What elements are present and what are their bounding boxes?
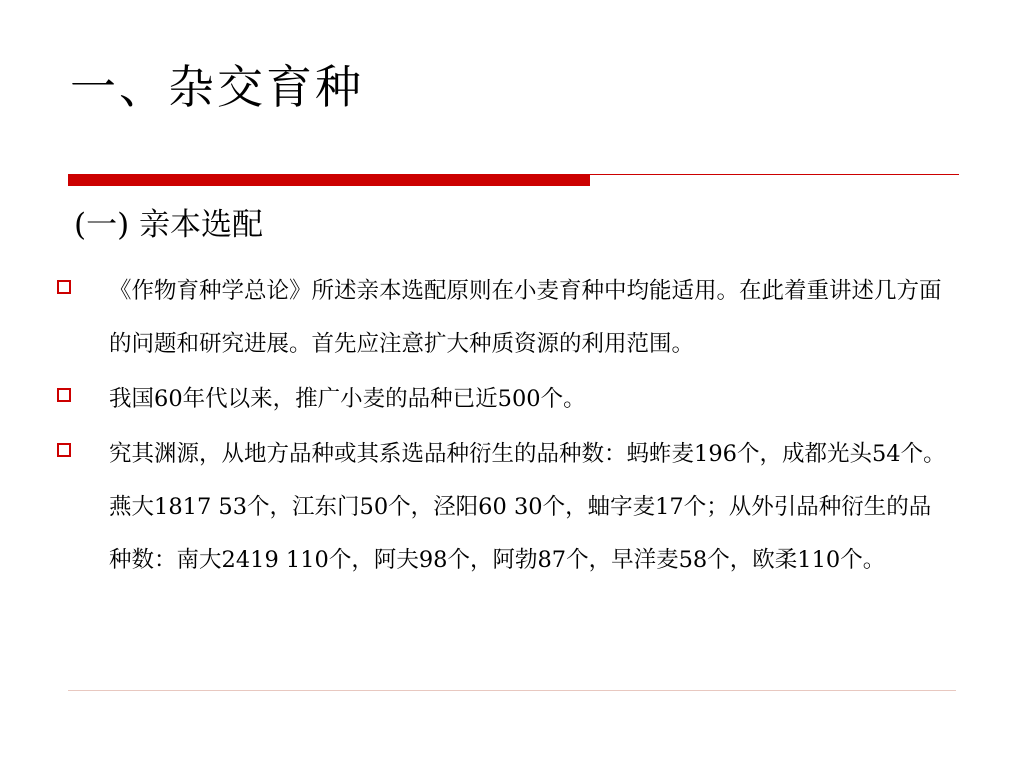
- slide-title: 一、杂交育种: [70, 60, 364, 114]
- bullet-item: [57, 265, 947, 371]
- bullet-text: 究其渊源，从地方品种或其系选品种衍生的品种数：蚂蚱麦196个，成都光头54个。燕大1817 53个，江东门50个，泾阳60 30个，蚰字麦17个；从外引品种衍生的品种数：南大2419 110个，阿夫98个，阿勃87个，早洋麦58个，欧柔110个。: [109, 441, 946, 573]
- hollow-square-icon: [57, 443, 71, 457]
- hollow-square-icon: [57, 280, 71, 294]
- bullet-text: 《作物育种学总论》所述亲本选配原则在小麦育种中均能适用。在此着重讲述几方面的问题和研究进展。首先应注意扩大种质资源的利用范围。: [109, 278, 942, 357]
- hollow-square-icon: [57, 388, 71, 402]
- bullet-item: [57, 428, 947, 587]
- bullet-item: [57, 373, 947, 426]
- bullet-list: [57, 265, 947, 589]
- footer-divider: [68, 690, 956, 691]
- section-heading: (一) 亲本选配: [74, 207, 264, 243]
- bullet-text: 我国60年代以来，推广小麦的品种已近500个。: [109, 386, 586, 412]
- title-divider-thick: [68, 175, 590, 186]
